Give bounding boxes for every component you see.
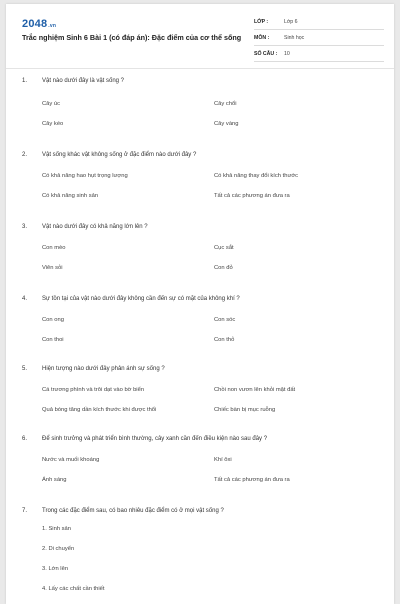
- question-text: Hiện tượng nào dưới đây phản ánh sự sống ?: [42, 366, 165, 372]
- answer-option[interactable]: Nước và muối khoáng: [42, 457, 100, 463]
- question-header: [6, 432, 394, 446]
- answer-option[interactable]: Chồi non vươn lên khỏi mặt đất: [214, 387, 296, 393]
- answer-options: [42, 238, 394, 278]
- answer-options: [42, 166, 394, 206]
- site-logo[interactable]: [22, 18, 56, 30]
- question-item: [6, 504, 394, 599]
- answer-option[interactable]: Con mèo: [42, 245, 66, 251]
- answer-option[interactable]: Có khả năng thay đổi kích thước: [214, 173, 299, 179]
- answer-option[interactable]: Khí ôxi: [214, 457, 232, 463]
- question-header: [6, 74, 394, 88]
- question-number: 6.: [22, 436, 28, 442]
- question-number: 4.: [22, 296, 28, 302]
- question-item: [6, 74, 394, 148]
- answer-options: [42, 450, 394, 490]
- answer-option[interactable]: Cây úc: [42, 101, 61, 107]
- meta-count-value: 10: [284, 50, 290, 57]
- statement-list: [42, 519, 394, 599]
- answer-option[interactable]: Con thỏ: [214, 337, 235, 343]
- answer-options: [42, 380, 394, 420]
- question-header: [6, 362, 394, 376]
- question-list: [6, 74, 394, 599]
- question-number: 5.: [22, 366, 28, 372]
- answer-option[interactable]: Có khả năng sinh sản: [42, 193, 99, 199]
- statement-item: 2. Di chuyển: [42, 546, 75, 552]
- question-item: [6, 362, 394, 432]
- answer-option[interactable]: Con đỏ: [214, 265, 233, 271]
- question-item: [6, 292, 394, 362]
- question-header: [6, 292, 394, 306]
- question-number: 2.: [22, 152, 28, 158]
- logo-text: 2048: [22, 18, 48, 30]
- header-divider: [6, 68, 394, 69]
- answer-option[interactable]: Con ong: [42, 317, 64, 323]
- meta-count: [254, 46, 384, 62]
- answer-options: [42, 94, 394, 134]
- statement-item: 3. Lớn lên: [42, 566, 69, 572]
- question-text: Sự tồn tại của vật nào dưới đây không cần đến sự có mặt của không khí ?: [42, 296, 240, 302]
- answer-option[interactable]: Ánh sáng: [42, 477, 67, 483]
- question-text: Để sinh trưởng và phát triển bình thường, cây xanh cần đến điều kiện nào sau đây ?: [42, 436, 268, 442]
- page-title: Trắc nghiệm Sinh 6 Bài 1 (có đáp án): Đặc điểm của cơ thể sống: [22, 33, 242, 42]
- meta-subject-value: Sinh học: [284, 34, 305, 41]
- answer-option[interactable]: Con thoi: [42, 337, 64, 343]
- answer-option[interactable]: Tất cả các phương án đưa ra: [214, 193, 290, 199]
- answer-option[interactable]: Quả bóng tăng dần kích thước khi được thổi: [42, 407, 157, 413]
- question-number: 3.: [22, 224, 28, 230]
- logo-suffix: .vn: [48, 23, 57, 29]
- question-header: [6, 504, 394, 518]
- answer-option[interactable]: Cá trương phình và trôi dạt vào bờ biển: [42, 387, 145, 393]
- meta-class-value: Lớp 6: [284, 18, 298, 25]
- question-number: 7.: [22, 508, 28, 514]
- meta-class-label: LỚP :: [254, 18, 269, 25]
- answer-options: [42, 310, 394, 350]
- meta-count-label: SỐ CÂU :: [254, 50, 278, 57]
- question-text: Trong các đặc điểm sau, có bao nhiêu đặc điểm có ở mọi vật sống ?: [42, 508, 224, 514]
- answer-option[interactable]: Chiếc bàn bị mục ruỗng: [214, 407, 276, 413]
- statement-item: 1. Sinh sản: [42, 526, 72, 532]
- answer-option[interactable]: Cây chổi: [214, 101, 237, 107]
- meta-info: [254, 14, 384, 62]
- question-header: [6, 220, 394, 234]
- answer-option[interactable]: Viên sỏi: [42, 265, 63, 271]
- answer-option[interactable]: Cây vàng: [214, 121, 239, 127]
- question-text: Vật sống khác vật không sống ở đặc điểm nào dưới đây ?: [42, 152, 197, 158]
- question-text: Vật nào dưới đây có khả năng lớn lên ?: [42, 224, 148, 230]
- question-item: [6, 220, 394, 292]
- answer-option[interactable]: Cây kéo: [42, 121, 64, 127]
- header: [6, 4, 394, 68]
- question-number: 1.: [22, 78, 28, 84]
- page: [6, 4, 394, 604]
- answer-option[interactable]: Có khả năng hao hụt trọng lượng: [42, 173, 128, 179]
- question-header: [6, 148, 394, 162]
- meta-subject-label: MÔN :: [254, 34, 270, 41]
- answer-option[interactable]: Tất cả các phương án đưa ra: [214, 477, 290, 483]
- question-item: [6, 148, 394, 220]
- question-text: Vật nào dưới đây là vật sống ?: [42, 78, 125, 84]
- answer-option[interactable]: Con sóc: [214, 317, 236, 323]
- meta-subject: [254, 30, 384, 46]
- question-item: [6, 432, 394, 504]
- answer-option[interactable]: Cục sắt: [214, 245, 234, 251]
- meta-class: [254, 14, 384, 30]
- statement-item: 4. Lấy các chất cần thiết: [42, 586, 105, 592]
